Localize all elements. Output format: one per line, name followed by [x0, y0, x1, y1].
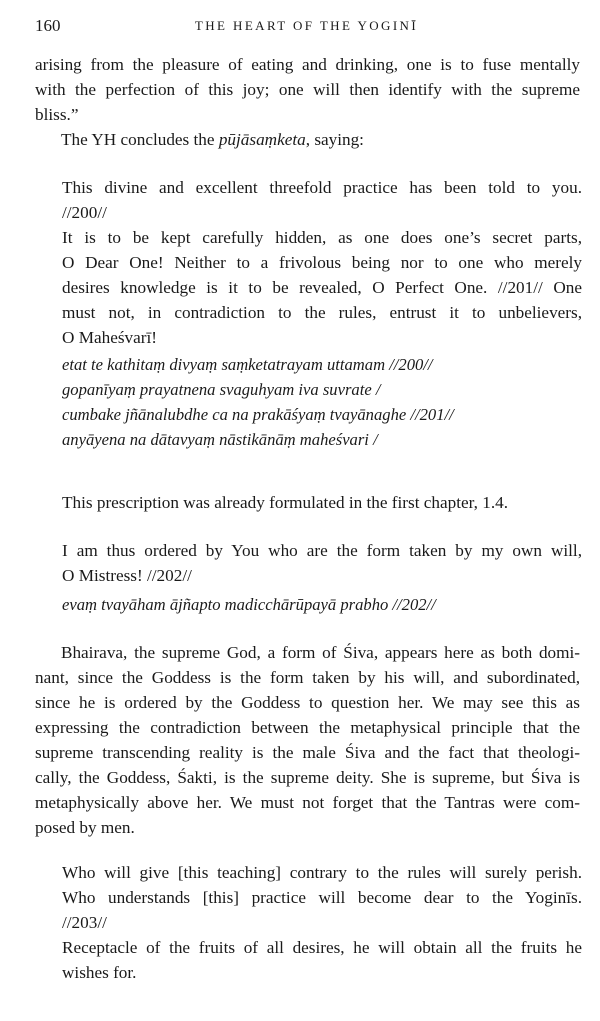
text-line: since he is ordered by the Goddess to question her. We may see this as [35, 693, 580, 712]
quote-line: I am thus ordered by You who are the form taken by my own will, [62, 541, 582, 560]
quote-line: O Mistress! //202// [62, 566, 192, 585]
intro-text-end: , saying: [305, 130, 364, 149]
verse-number: //200// [62, 203, 107, 222]
prescription-note [62, 490, 582, 515]
verse-line: evaṃ tvayāham ājñapto madicchārūpayā prabho //202// [62, 595, 436, 614]
verse-line: cumbake jñānalubdhe ca na prakāśyaṃ tvayānaghe //201// [62, 405, 454, 424]
text-line: arising from the pleasure of eating and drinking, one is to fuse mentally [35, 55, 580, 74]
translation-quote [62, 175, 582, 350]
quote-line: O Maheśvarī! [62, 328, 157, 347]
text-line: metaphysically above her. We must not forget that the Tantras were com- [35, 793, 580, 812]
quote-line: O Dear One! Neither to a frivolous being nor to one who merely [62, 253, 582, 272]
sanskrit-verse [62, 352, 582, 452]
text-line: expressing the contradiction between the metaphysical principle that the [35, 718, 580, 737]
text-line: nant, since the Goddess is the form taken by his will, and subordinated, [35, 668, 580, 687]
text-line: supreme transcending reality is the male Śiva and the fact that theologi- [35, 743, 580, 762]
quote-line: desires knowledge is it to be revealed, O Perfect One. //201// One [62, 278, 582, 297]
quote-line: It is to be kept carefully hidden, as one does one’s secret parts, [62, 228, 582, 247]
note-line: This prescription was already formulated in the first chapter, 1.4. [62, 493, 509, 512]
paragraph-continuation [35, 52, 580, 127]
quote-line: must not, in contradiction to the rules, entrust it to unbelievers, [62, 303, 582, 322]
quote-line: Who will give [this teaching] contrary to the rules will surely perish. [62, 863, 582, 882]
verse-line: gopanīyaṃ prayatnena svaguhyam iva suvrate / [62, 380, 381, 399]
quote-line: Who understands [this] practice will become dear to the Yoginīs. [62, 888, 582, 907]
verse-line: anyāyena na dātavyaṃ nāstikānāṃ maheśvari / [62, 430, 378, 449]
intro-text: The YH concludes the [61, 130, 219, 149]
text-line: posed by men. [35, 818, 135, 837]
translation-quote-2 [62, 538, 582, 588]
text-line: with the perfection of this joy; one will then identify with the supreme [35, 80, 580, 99]
text-line: bliss.” [35, 105, 79, 124]
verse-line: etat te kathitaṃ divyaṃ saṃketatrayam uttamam //200// [62, 355, 433, 374]
text-line: Bhairava, the supreme God, a form of Śiva, appears here as both domi- [61, 643, 580, 662]
translation-quote-3 [62, 860, 582, 985]
quote-line: Receptacle of the fruits of all desires, he will obtain all the fruits he [62, 938, 582, 957]
quote-line: wishes for. [62, 963, 137, 982]
commentary-paragraph [35, 640, 580, 840]
text-line: cally, the Goddess, Śakti, is the supreme deity. She is supreme, but Śiva is [35, 768, 580, 787]
quote-line: This divine and excellent threefold practice has been told to you. [62, 178, 582, 197]
verse-number: //203// [62, 913, 107, 932]
sanskrit-term: pūjāsaṃketa [218, 130, 306, 149]
page-number: 160 [35, 16, 61, 35]
sanskrit-verse-2 [62, 592, 582, 617]
page-header [35, 16, 578, 40]
paragraph-intro [35, 127, 580, 152]
running-title: THE HEART OF THE YOGINĪ [194, 18, 419, 33]
